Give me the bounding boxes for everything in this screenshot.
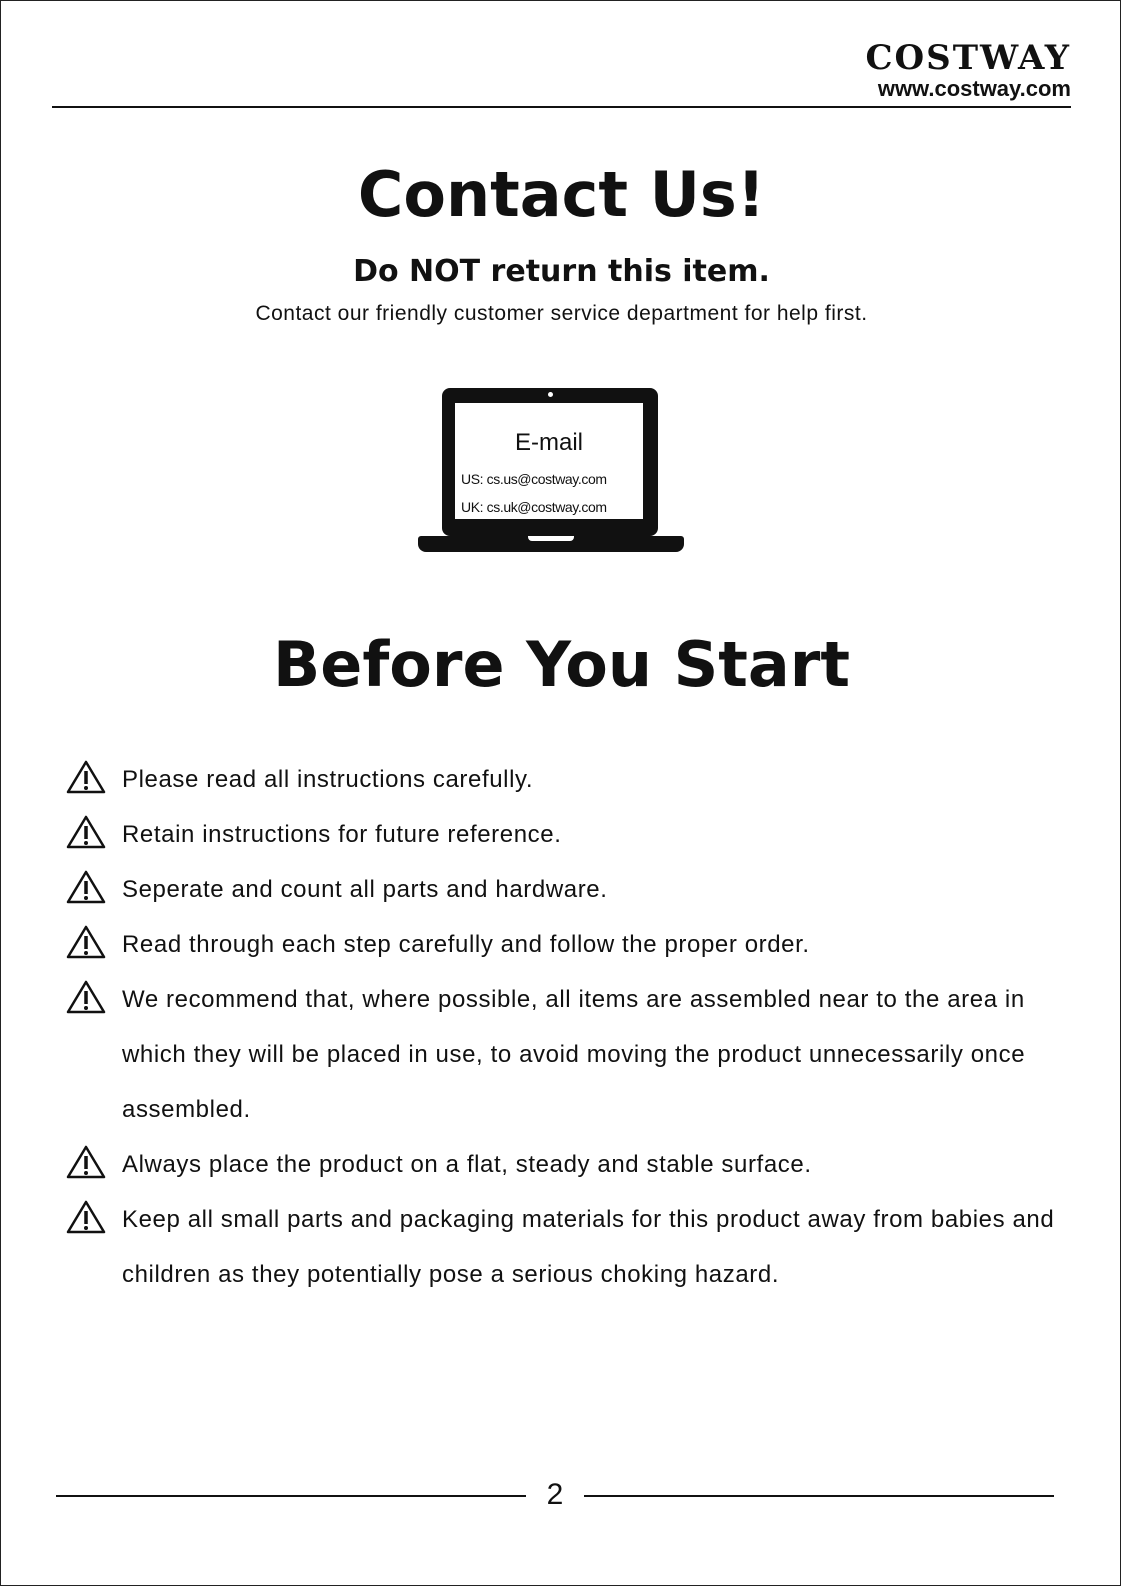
header-brand [866, 40, 1072, 102]
warning-text: Retain instructions for future reference. [122, 821, 562, 848]
warning-text: Keep all small parts and packaging materials for this product away from babies and children as they potentially pose a serious choking hazard. [122, 1206, 1055, 1288]
warning-text: Seperate and count all parts and hardware. [122, 876, 608, 903]
warning-text: Read through each step carefully and follow the proper order. [122, 931, 810, 958]
footer-divider-left [56, 1495, 526, 1497]
contact-title: Contact Us! [357, 158, 766, 231]
brand-logo: COSTWAY [865, 38, 1071, 78]
return-warning: Do NOT return this item. [353, 254, 770, 289]
email-us: US: cs.us@costway.com [461, 471, 607, 487]
email-uk: UK: cs.uk@costway.com [461, 499, 607, 515]
warning-triangle-icon [66, 1199, 106, 1235]
warning-item [66, 972, 1056, 1137]
warning-triangle-icon [66, 869, 106, 905]
header-divider [52, 106, 1071, 108]
laptop-screen [442, 388, 658, 536]
warning-item [66, 862, 1056, 917]
warning-item [66, 1137, 1056, 1192]
footer-divider-right [584, 1495, 1054, 1497]
email-box [454, 402, 644, 520]
warning-item [66, 917, 1056, 972]
page-number: 2 [546, 1478, 564, 1511]
laptop-camera [548, 392, 553, 397]
warning-triangle-icon [66, 759, 106, 795]
help-text: Contact our friendly customer service department for help first. [255, 302, 868, 325]
warning-list [66, 752, 1056, 1302]
warning-text: We recommend that, where possible, all items are assembled near to the area in which they will be placed in use, to avoid moving the product unnecessarily once assembled. [122, 986, 1026, 1123]
warning-triangle-icon [66, 924, 106, 960]
brand-url: www.costway.com [877, 76, 1071, 101]
warning-text: Please read all instructions carefully. [122, 766, 534, 793]
warning-text: Always place the product on a flat, steady and stable surface. [122, 1151, 812, 1178]
warning-item [66, 807, 1056, 862]
warning-triangle-icon [66, 979, 106, 1015]
warning-item [66, 752, 1056, 807]
laptop-illustration [418, 388, 684, 556]
warning-triangle-icon [66, 1144, 106, 1180]
email-title: E-mail [514, 429, 583, 456]
before-start-title: Before You Start [273, 628, 850, 701]
warning-item [66, 1192, 1056, 1302]
laptop-notch [528, 536, 574, 541]
warning-triangle-icon [66, 814, 106, 850]
